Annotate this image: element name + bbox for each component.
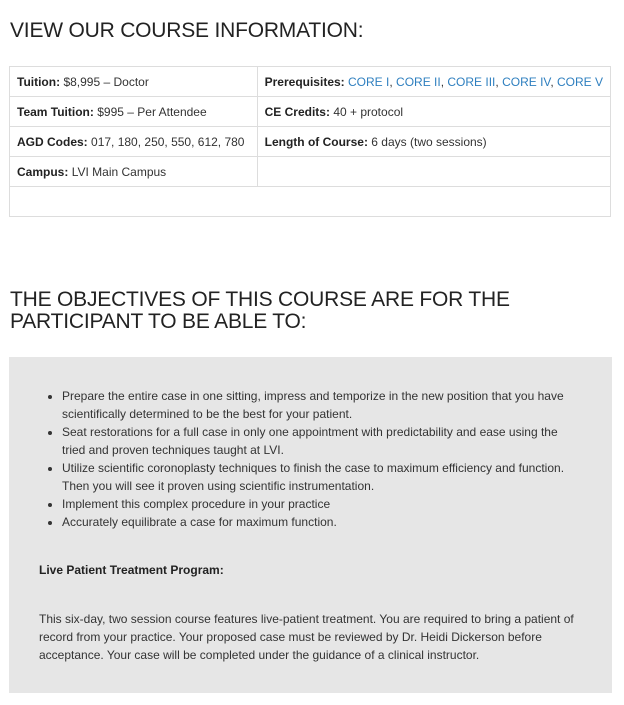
table-row bbox=[10, 157, 611, 187]
empty-cell bbox=[257, 157, 610, 187]
objectives-heading: THE OBJECTIVES OF THIS COURSE ARE FOR THE PARTICIPANT TO BE ABLE TO: bbox=[10, 288, 510, 333]
list-item: • Seat restorations for a full case in only one appointment with predictability and ease using the tried and proven techniques taught at LVI. bbox=[62, 423, 582, 459]
length-cell bbox=[257, 127, 610, 157]
prereq-link-core-5[interactable]: CORE V bbox=[556, 74, 603, 89]
team-tuition-cell bbox=[10, 97, 258, 127]
tuition-value: $8,995 – Doctor bbox=[63, 74, 149, 89]
course-info-table bbox=[9, 66, 611, 217]
objectives-panel bbox=[9, 357, 612, 693]
agd-codes-cell bbox=[10, 127, 258, 157]
empty-row-cell bbox=[10, 187, 611, 217]
length-label: Length of Course: bbox=[264, 134, 368, 149]
objectives-list bbox=[41, 387, 582, 531]
prerequisites-label: Prerequisites: bbox=[264, 74, 345, 89]
list-item: • Implement this complex procedure in your practice bbox=[62, 495, 582, 513]
table-row bbox=[10, 67, 611, 97]
length-value: 6 days (two sessions) bbox=[371, 134, 487, 149]
campus-value: LVI Main Campus bbox=[71, 164, 167, 179]
list-item: • Prepare the entire case in one sitting, impress and temporize in the new position that you have scientifically determined to be the best for your patient. bbox=[62, 387, 582, 423]
course-info-heading: VIEW OUR COURSE INFORMATION: bbox=[10, 19, 364, 42]
ce-credits-label: CE Credits: bbox=[264, 104, 330, 119]
prereq-link-core-3[interactable]: CORE III bbox=[447, 74, 496, 89]
campus-label: Campus: bbox=[17, 164, 69, 179]
prereq-link-core-4[interactable]: CORE IV bbox=[502, 74, 551, 89]
prereq-link-core-2[interactable]: CORE II bbox=[396, 74, 441, 89]
campus-cell bbox=[10, 157, 258, 187]
tuition-label: Tuition: bbox=[17, 74, 61, 89]
program-description: This six-day, two session course features live-patient treatment. You are required to bring a patient of record from your practice. Your proposed case must be reviewed by Dr. Heidi Dickerson before acceptance. Your case will be completed under the guidance of a clinical instructor. bbox=[39, 612, 574, 662]
team-tuition-label: Team Tuition: bbox=[17, 104, 94, 119]
agd-codes-value: 017, 180, 250, 550, 612, 780 bbox=[91, 134, 245, 149]
team-tuition-value: $995 – Per Attendee bbox=[97, 104, 207, 119]
prereq-link-core-1[interactable]: CORE I bbox=[348, 74, 390, 89]
ce-credits-cell bbox=[257, 97, 610, 127]
table-row bbox=[10, 127, 611, 157]
program-label: Live Patient Treatment Program: bbox=[39, 563, 224, 577]
table-row bbox=[10, 97, 611, 127]
table-row bbox=[10, 187, 611, 217]
agd-codes-label: AGD Codes: bbox=[17, 134, 88, 149]
list-item: • Accurately equilibrate a case for maximum function. bbox=[62, 513, 582, 531]
prerequisites-cell: Prerequisites: CORE I, CORE II, CORE III, CORE IV, CORE V bbox=[257, 67, 610, 97]
list-item: • Utilize scientific coronoplasty techniques to finish the case to maximum efficiency and function. Then you will see it proven using scientific instrumentation. bbox=[62, 459, 582, 495]
ce-credits-value: 40 + protocol bbox=[333, 104, 404, 119]
tuition-cell bbox=[10, 67, 258, 97]
